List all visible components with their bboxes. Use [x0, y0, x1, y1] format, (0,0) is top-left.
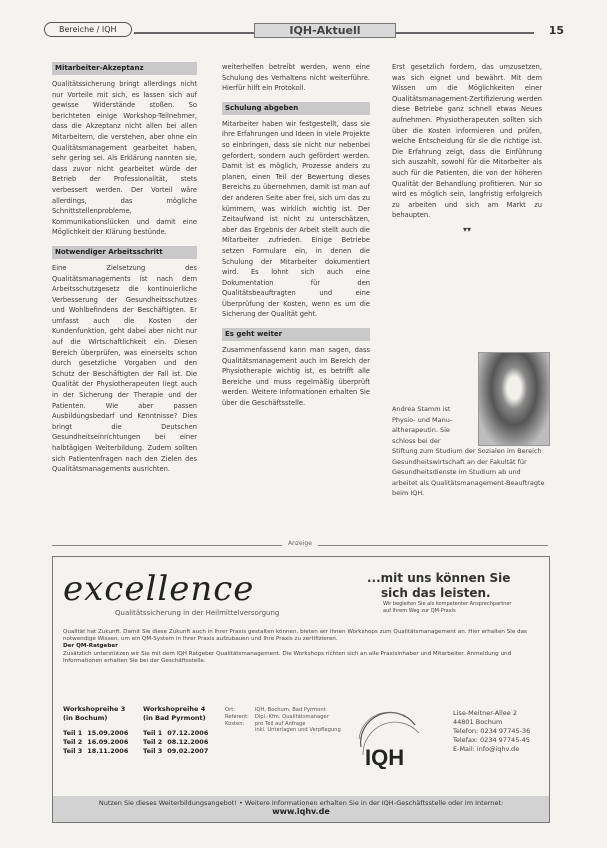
paragraph: Erst gesetzlich fordern, das umzusetzen, was sich eignet und bewährt. Mit dem Wissen um die Möglichkeiten einer Qualitätsmanagement-Zertifizierung werden diese Betriebe ganz schnell etwas Neues aufnehmen. Physiotherapeuten sollten sich über die Kosten informieren und prüfen, welche Entscheidung für sie die richtige ist. Die Erfahrung zeigt, dass die Einführung sich auszahlt, sowohl für die Mitarbeiter als auch für die Patienten, die von der höheren Qualität der Behandlung profitieren. Nur so wird es möglich sein, langfristig erfolgreich zu arbeiten und sich am Markt zu behaupten. [392, 63, 542, 220]
iqh-logo [353, 707, 423, 769]
page-number: 15 [548, 24, 564, 37]
section-label: Bereiche / IQH [44, 22, 132, 37]
ad-subheadline [383, 601, 511, 615]
caption-line: Andrea Stamm ist [392, 405, 451, 413]
table-row [225, 707, 347, 714]
caption-line: schloss bei der [392, 436, 441, 445]
workshop-dates [63, 729, 133, 756]
article-column-2 [222, 62, 370, 524]
paragraph: Eine Zielsetzung des Qualitätsmanagements ist nach dem Arbeitsschutzgesetz die kontinuierliche Verbesserung der Gesundheitsschutzes und Wohlbefindens der Beschäftigten. Er umfasst auch die Kosten der Kundenfunktion, geht dabei aber nicht nur auf die Wirtschaftlichkeit ein. Diesen Bereich überprüfen, was einerseits schon durch gesetzliche Vorgaben und den Schutz der Beschäftigten der Fall ist. Die Qualität der Physiotherapeuten liegt auch in der Sicherung der Therapie und der Patienten. Wie aber passen Ausbildungsbedarf und Kenntnisse? Dies bringt die Deutschen Gesundheitseinrichtungen bei einer halbtägigen Weiterbildung. Zudem sollten sich Patientenfragen nach den Zielen des Qualitätsmanagements ausrichten. [52, 263, 197, 474]
headline-line-2: sich das leisten. [381, 586, 491, 600]
ad-guide-label: Der QM-Ratgeber [63, 643, 118, 650]
workshop-dates [143, 729, 213, 756]
page-header [44, 22, 564, 44]
section-heading: Mitarbeiter-Akzeptanz [52, 62, 197, 75]
ad-label: Anzeige [282, 540, 318, 547]
workshop-series [63, 705, 133, 756]
detail-label: Kosten: [225, 720, 245, 727]
paragraph: Zusammenfassend kann man sagen, dass Qualitätsmanagement auch im Bereich der Physiotherapie wichtig ist, es betrifft alle Bereiche und muss regelmäßig überprüft werden. Weitere Informationen erhalten Sie über die Geschäftsstelle. [222, 346, 370, 408]
table-row [143, 747, 213, 756]
advertisement [52, 556, 550, 823]
date-value: 18.11.2006 [87, 747, 129, 755]
date-value: 16.09.2006 [87, 738, 129, 746]
workshop-location: (in Bad Pyrmont) [143, 714, 206, 722]
end-mark: ▾▾ [462, 224, 472, 234]
date-value: 07.12.2006 [167, 729, 209, 737]
table-row [143, 729, 213, 738]
workshop-title: Workshopreihe 3 [63, 705, 126, 713]
date-value: 08.12.2006 [167, 738, 209, 746]
detail-value: inkl. Unterlagen und Verpflegung [254, 727, 341, 734]
article-column-1 [52, 62, 197, 524]
headline-line-1: ...mit uns können Sie [367, 571, 511, 585]
date-part: Teil 2 [143, 738, 163, 746]
detail-value: Dipl.-Kfm. Qualitätsmanager [254, 713, 329, 720]
article-column-3 [392, 62, 542, 347]
footer-text: Nutzen Sie dieses Weiterbildungsangebot! • Weitere Informationen erhalten Sie in der IQH-Geschäftsstelle oder im Internet: [98, 799, 504, 807]
ad-headline [367, 571, 510, 601]
iqh-logo-mark [353, 707, 423, 769]
paragraph: weiterhelfen betreibt werden, wenn eine Schulung des Verhaltens nicht weiterführe. Hierfür hilft ein Protokoll. [222, 63, 370, 93]
detail-label [225, 727, 255, 734]
detail-value: pro Teil auf Anfrage [254, 720, 306, 727]
ad-body-text: Zusätzlich unterstützen wir Sie mit dem IQH Ratgeber Qualitätsmanagement. Die Workshops richten sich an alle Praxisinhaber und Mitarbeiter. Anmeldung und Informationen erhalten Sie bei der Geschäftsstelle. [63, 650, 512, 664]
caption-text: Stiftung zum Studium der Sozialen im Bereich Gesundheitswirtschaft an der Fakultät für Gesundheitsdienste im Studium ab und arbeitet als Qualitätsmanagement-Beauftragte beim IQH. [392, 447, 545, 497]
date-part: Teil 3 [63, 747, 83, 755]
section-heading: Notwendiger Arbeitsschritt [52, 246, 197, 259]
table-row [63, 747, 133, 756]
ad-body [63, 629, 539, 665]
table-row [143, 738, 213, 747]
table-row [225, 714, 347, 721]
subheadline-line-1: Wir begleiten Sie als kompetenter Ansprechpartner [383, 601, 512, 607]
section-heading: Schulung abgeben [222, 102, 370, 115]
address-line: Lise-Meitner-Allee 2 [453, 709, 517, 717]
address-line: Telefax: 0234 97745-45 [453, 736, 530, 744]
ad-body-text: Qualität hat Zukunft. Damit Sie diese Zukunft auch in Ihrer Praxis gestalten können, bieten wir Ihnen Workshops zum Qualitätsmanagement an. Hier erhalten Sie das notwendige Wissen, um ein QM-System in Ihrer Praxis aufzubauen und Ihre Praxis zu zertifizieren. [63, 629, 527, 643]
table-row [225, 721, 347, 728]
workshop-location: (in Bochum) [63, 714, 108, 722]
table-row [63, 738, 133, 747]
ad-footer [53, 796, 549, 822]
address-line: Telefon: 0234 97745-36 [453, 727, 531, 735]
paragraph: Mitarbeiter haben wir festgestellt, dass sie ihre Erfahrungen und Ideen in viele Projekte so einbringen, dass sie nicht nur nebenbei gefordert, sondern auch gefördert werden. Damit ist es möglich, Prozesse anders zu planen, einen Teil der Bewertung dieses Bereichs zu übernehmen, damit ist man auf der anderen Seite aber frei, sich um das zu kümmern, was wirklich wichtig ist. Der Zeitaufwand ist nicht zu unterschätzen, aber das Ergebnis der Arbeit stellt auch die Mitarbeiter zufrieden. Einige Betriebe setzen Formulare ein, in denen die Schulung der Mitarbeiter dokumentiert wird. Es lohnt sich auch eine Dokumentation für den Qualitätsbeauftragten und eine Überprüfung der Kosten, wenn es um die Sicherung der Qualität geht. [222, 119, 370, 319]
logo-text: IQH [365, 745, 405, 769]
header-title: IQH-Aktuell [254, 23, 396, 38]
table-row [63, 729, 133, 738]
date-part: Teil 1 [143, 729, 163, 737]
author-caption [392, 404, 548, 499]
detail-value: IQH, Bochum, Bad Pyrmont [254, 707, 326, 713]
workshop-series [143, 705, 213, 756]
workshop-title: Workshopreihe 4 [143, 705, 206, 713]
date-value: 15.09.2006 [87, 729, 129, 737]
workshop-details [225, 707, 347, 734]
date-part: Teil 3 [143, 747, 163, 755]
paragraph: Qualitätssicherung bringt allerdings nicht nur Vorteile mit sich, es lassen sich auf gewisse Widerstände stoßen. So berichteten einige Workshop-Teilnehmer, dass die Akzeptanz nicht allen bei allen Mitarbeitern, die verstehen, aber ohne ein Qualitätsmanagement gearbeitet haben, sehr gering sei. Als Erklärung nannten sie, dass zuvor nicht gearbeitet würde der Betrieb der Professionalität, stets verbessert werden. Der Vorteil wäre allerdings, das mögliche Schnittstellenprobleme, Kommunikationslücken und damit eine Möglichkeit der Klärung bestünde. [52, 80, 197, 237]
brand-slogan: Qualitätssicherung in der Heilmittelversorgung [115, 609, 280, 617]
address-line: E-Mail: info@iqhv.de [453, 745, 520, 753]
caption-line: Physio- und Manu- [392, 415, 453, 424]
date-part: Teil 1 [63, 729, 83, 737]
address-line: 44801 Bochum [453, 718, 503, 726]
subheadline-line-2: auf Ihrem Weg zur QM-Praxis [383, 608, 456, 614]
table-row [225, 727, 347, 734]
section-heading: Es geht weiter [222, 328, 370, 341]
date-part: Teil 2 [63, 738, 83, 746]
caption-line: altherapeutin. Sie [392, 426, 450, 434]
footer-url[interactable]: www.iqhv.de [272, 807, 330, 816]
contact-address [453, 709, 530, 754]
detail-label: Ort: [225, 707, 235, 713]
brand-logo: excellence [63, 569, 255, 609]
detail-label: Referent: [225, 713, 249, 720]
date-value: 09.02.2007 [167, 747, 209, 755]
